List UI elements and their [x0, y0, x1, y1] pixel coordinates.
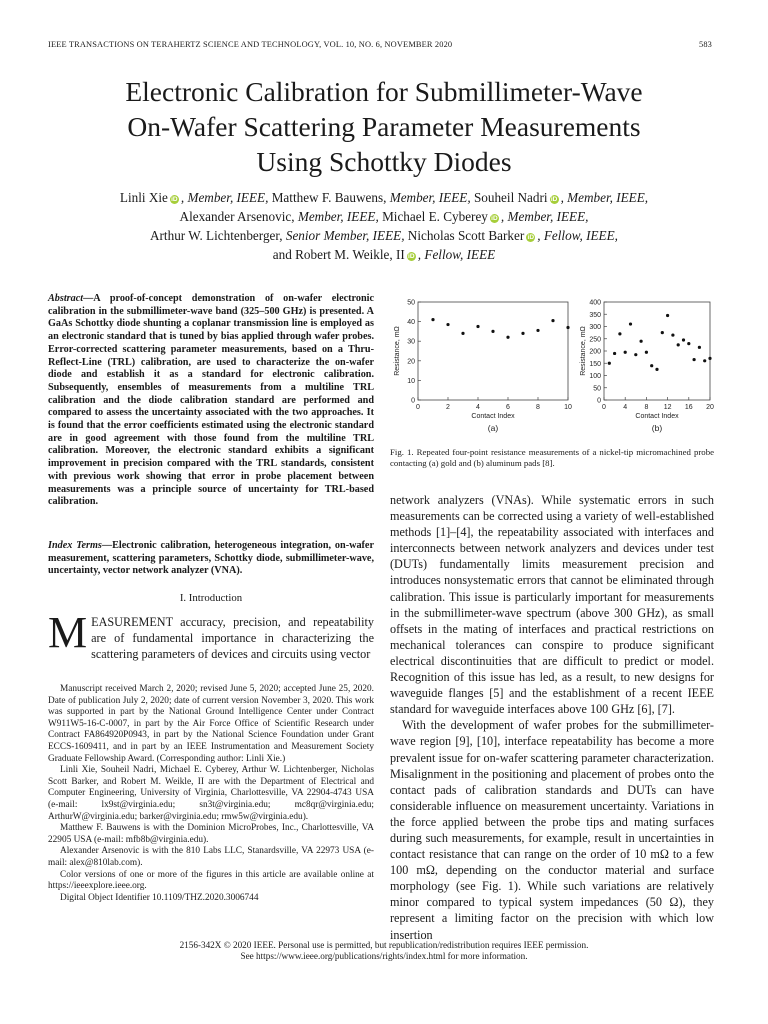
- x-tick-label: 2: [446, 404, 450, 411]
- data-point: [629, 322, 632, 325]
- data-point: [461, 332, 464, 335]
- author-membership: , Member, IEEE,: [560, 190, 649, 205]
- paper-title: [40, 74, 728, 179]
- data-point: [698, 346, 701, 349]
- author-membership: , Fellow, IEEE,: [537, 228, 618, 243]
- x-tick-label: 4: [623, 404, 628, 411]
- section-heading: I. Introduction: [179, 592, 243, 604]
- author-name: and Robert M. Weikle, II: [272, 247, 405, 262]
- page-number: 583: [698, 40, 712, 49]
- y-axis-label: Resistance, mΩ: [394, 326, 401, 376]
- footnotes: [48, 684, 374, 904]
- y-tick-label: 300: [589, 324, 601, 331]
- author-name: Michael E. Cyberey: [378, 209, 488, 224]
- x-tick-label: 6: [506, 404, 510, 411]
- chart-panel-a: [394, 300, 572, 434]
- data-point: [506, 336, 509, 339]
- x-tick-label: 12: [663, 404, 672, 411]
- author-line-1: [40, 188, 728, 207]
- author-line-3: [40, 226, 728, 245]
- copyright-line: 2156-342X © 2020 IEEE. Personal use is permitted, but republication/redistribution requires IEEE permission.: [179, 940, 589, 950]
- y-tick-label: 50: [407, 299, 415, 307]
- author-list: [40, 188, 728, 264]
- author-membership: , Member, IEEE,: [500, 209, 589, 224]
- author-name: Linli Xie: [119, 190, 168, 205]
- author-name: Souheil Nadri: [470, 190, 548, 205]
- y-axis-label: Resistance, mΩ: [580, 326, 587, 376]
- rights-url-line: See https://www.ieee.org/publications/rights/index.html for more information.: [240, 951, 528, 961]
- data-point: [446, 323, 449, 326]
- data-point: [634, 353, 637, 356]
- x-tick-label: 0: [416, 404, 420, 411]
- y-tick-label: 350: [589, 311, 601, 319]
- intro-paragraph: [48, 608, 374, 662]
- data-point: [521, 332, 524, 335]
- x-tick-label: 20: [706, 404, 714, 411]
- data-point: [608, 362, 611, 365]
- author-name: Arthur W. Lichtenberger,: [150, 228, 283, 243]
- panel-label: (b): [651, 423, 663, 433]
- x-tick-label: 8: [644, 404, 649, 411]
- x-tick-label: 4: [476, 404, 480, 411]
- data-point: [491, 330, 494, 333]
- x-tick-label: 16: [684, 404, 693, 411]
- title-line-2: On-Wafer Scattering Parameter Measurements: [127, 111, 641, 142]
- footnote-color: Color versions of one or more of the figures in this article are available online at https://ieeexplore.ieee.org.: [48, 869, 374, 892]
- y-tick-label: 0: [597, 397, 601, 405]
- abstract-text: —A proof-of-concept demonstration of on-wafer electronic calibration in the submillimeter-wave band (325–500 GHz) is presented. A GaAs Schottky diode shunting a coplanar transmission line is employed as an electronic standard that is tuned by bias applied through wafer probes. Error-corrected scattering parameter measurements, based on a Thru-Reflect-Line (TRL) calibration, are used to characterize the on-wafer diode and establish it as a standard for electronic calibration. Subsequently, ensembles of measurements from a multiline TRL calibration and the diode calibration standard are performed and compared to assess the uncertainty associated with the two approaches. It is found that the error coefficients estimated using the electronic standard are in good agreement with those found from the multiline TRL calibration. Moreover, the electronic standard exhibits a significant improvement in precision compared with the TRL standards, consistent with previous work showing that error in probe placement between measurements was a principle source of uncertainty for TRL-based calibration.: [48, 293, 374, 508]
- index-terms-label: Index Terms: [48, 540, 102, 551]
- data-point: [613, 352, 616, 355]
- data-point: [624, 351, 627, 354]
- title-line-3: Using Schottky Diodes: [256, 146, 512, 177]
- orcid-icon[interactable]: iD: [171, 196, 178, 203]
- data-point: [655, 368, 658, 371]
- y-tick-label: 0: [411, 397, 415, 405]
- plot-frame: [604, 302, 710, 400]
- y-tick-label: 10: [407, 377, 415, 385]
- footnote-affiliation: Matthew F. Bauwens is with the Dominion MicroProbes, Inc., Charlottesville, VA 22905 USA (e-mail: mfb8b@virginia.edu).: [48, 823, 374, 845]
- x-tick-label: 8: [536, 404, 540, 411]
- figure-1: [388, 296, 718, 441]
- paragraph: With the development of wafer probes for the submillimeter-wave region [9], [10], interface repeatability has become a more prevalent issue for on-wafer scattering parameter characterization. Misalignment in the positioning and placement of probes onto the contact pads of calibration standards and DUTs can have considerable influence on measurement uncertainty. Variations in the force applied between the probe tips and mating surfaces during such measurements, for example, result in uncertainties in contact resistance that can range on the order of 10 mΩ to a few 100 mΩ, depending on the conductor material and surface morphology (see Fig. 1). While such variations are relatively minor compared to typical system impedances (50 Ω), they represent a limiting factor on the precision with which low insertion: [390, 718, 714, 942]
- data-point: [566, 326, 569, 329]
- y-tick-label: 250: [589, 336, 601, 344]
- footnote-affiliation: Linli Xie, Souheil Nadri, Michael E. Cyberey, Arthur W. Lichtenberger, Nicholas Scott Barker, and Robert M. Weikle, II are with the Department of Electrical and Computer Engineering, University of Virginia, Charlottesville, VA 22904-4743 USA (e-mail: lx9st@virginia.edu; sn3t@virginia.edu; mc8qr@virginia.edu; ArthurW@virginia.edu; barker@virginia.edu; rmw5w@virginia.edu).: [48, 765, 374, 822]
- y-tick-label: 50: [593, 385, 601, 393]
- data-point: [666, 314, 669, 317]
- data-point: [682, 338, 685, 341]
- y-tick-label: 30: [407, 338, 415, 346]
- author-membership: , Fellow, IEEE: [417, 247, 496, 262]
- author-line-2: [40, 207, 728, 226]
- author-name: Alexander Arsenovic,: [179, 209, 295, 224]
- body-text-right: [390, 492, 714, 943]
- data-point: [476, 325, 479, 328]
- abstract: [48, 293, 374, 509]
- chart-panel-b: [580, 300, 714, 434]
- orcid-icon[interactable]: iD: [527, 234, 535, 241]
- paragraph: network analyzers (VNAs). While systematic errors in such measurements can be corrected using a variety of well-established methods [1]–[4], the repeatability associated with interfaces and interconnects between network analyzers and devices under test (DUTs) fundamentally limits measurement precision and introduces nonsystematic errors that cannot be eliminated through calibration. This issue is particularly important for measurements in the submillimeter-wave spectrum (above 300 GHz), as small offsets in the mating of interfaces and practical restrictions on mechanical tolerances can conspire to produce significant electrical discontinuities that are difficult to predict or model. Recognition of this issue has led, as a result, to new designs for waveguide flanges [5] and the establishment of a recent IEEE standard for waveguide interfaces above 100 GHz [6], [7].: [390, 493, 714, 717]
- author-membership: , Member, IEEE,: [180, 190, 269, 205]
- author-name: Matthew F. Bauwens,: [268, 190, 387, 205]
- footnote-doi: Digital Object Identifier 10.1109/THZ.2020.3006744: [60, 892, 259, 903]
- x-tick-label: 0: [602, 404, 606, 411]
- index-terms: [48, 540, 374, 578]
- data-point: [645, 351, 648, 354]
- figure-caption: Fig. 1. Repeated four-point resistance measurements of a nickel-tip micromachined probe contacting (a) gold and (b) aluminum pads [8].: [390, 447, 714, 468]
- data-point: [677, 343, 680, 346]
- author-membership: Senior Member, IEEE,: [282, 228, 405, 243]
- y-tick-label: 200: [589, 348, 601, 356]
- intro-text: EASUREMENT accuracy, precision, and repeatability are of fundamental importance in characterizing the scattering parameters of devices and circuits using vector: [91, 615, 374, 661]
- data-point: [640, 340, 643, 343]
- plot-frame: [418, 302, 568, 400]
- y-tick-label: 100: [589, 373, 601, 380]
- index-terms-text: —Electronic calibration, heterogeneous integration, on-wafer measurement, scattering parameters, Schottky diode, submillimeter-wave, uncertainty, vector network analyzer (VNA).: [48, 540, 374, 577]
- orcid-icon[interactable]: iD: [408, 253, 415, 260]
- x-tick-label: 10: [564, 404, 572, 411]
- data-point: [650, 364, 653, 367]
- abstract-label: Abstract: [48, 293, 84, 304]
- y-tick-label: 150: [589, 360, 601, 368]
- copyright-notice: [60, 940, 708, 962]
- y-tick-label: 20: [407, 358, 415, 366]
- orcid-icon[interactable]: iD: [550, 196, 558, 203]
- data-point: [536, 329, 539, 332]
- orcid-icon[interactable]: iD: [491, 215, 498, 222]
- data-point: [687, 342, 690, 345]
- journal-header: IEEE TRANSACTIONS ON TERAHERTZ SCIENCE AND TECHNOLOGY, VOL. 10, NO. 6, NOVEMBER 2020: [48, 40, 453, 49]
- author-membership: Member, IEEE,: [294, 209, 379, 224]
- author-membership: Member, IEEE,: [386, 190, 471, 205]
- footnote-manuscript: Manuscript received March 2, 2020; revised June 5, 2020; accepted June 25, 2020. Date of publication July 2, 2020; date of current version November 3, 2020. This work was supported in part by the National Ground Intelligence Center under Contract W911W5-16-C-0007, in part by the Air Force Office of Scientific Research under Contract FA864920P0943, in part by the National Science Foundation under Grant ECCS-1609411, and in part by an IEEE Instrumentation and Measurement Society Graduate Fellowship Award. (Corresponding author: Linli Xie.): [48, 684, 374, 764]
- data-point: [703, 359, 706, 362]
- data-point: [661, 331, 664, 334]
- author-name: Nicholas Scott Barker: [404, 228, 525, 243]
- author-line-4: [40, 245, 728, 264]
- y-tick-label: 40: [407, 319, 415, 327]
- data-point: [693, 358, 696, 361]
- x-axis-label: Contact Index: [471, 413, 515, 420]
- drop-cap: M: [48, 608, 88, 657]
- footnote-affiliation: Alexander Arsenovic is with the 810 Labs LLC, Stanardsville, VA 22973 USA (e-mail: alex@810lab.com).: [48, 846, 374, 868]
- data-point: [551, 319, 554, 322]
- title-line-1: Electronic Calibration for Submillimeter-Wave: [125, 76, 643, 107]
- data-point: [708, 357, 711, 360]
- data-point: [671, 333, 674, 336]
- panel-label: (a): [487, 423, 499, 433]
- running-header: [48, 40, 712, 49]
- data-point: [431, 318, 434, 321]
- data-point: [618, 332, 621, 335]
- y-tick-label: 400: [589, 299, 601, 307]
- x-axis-label: Contact Index: [635, 413, 679, 420]
